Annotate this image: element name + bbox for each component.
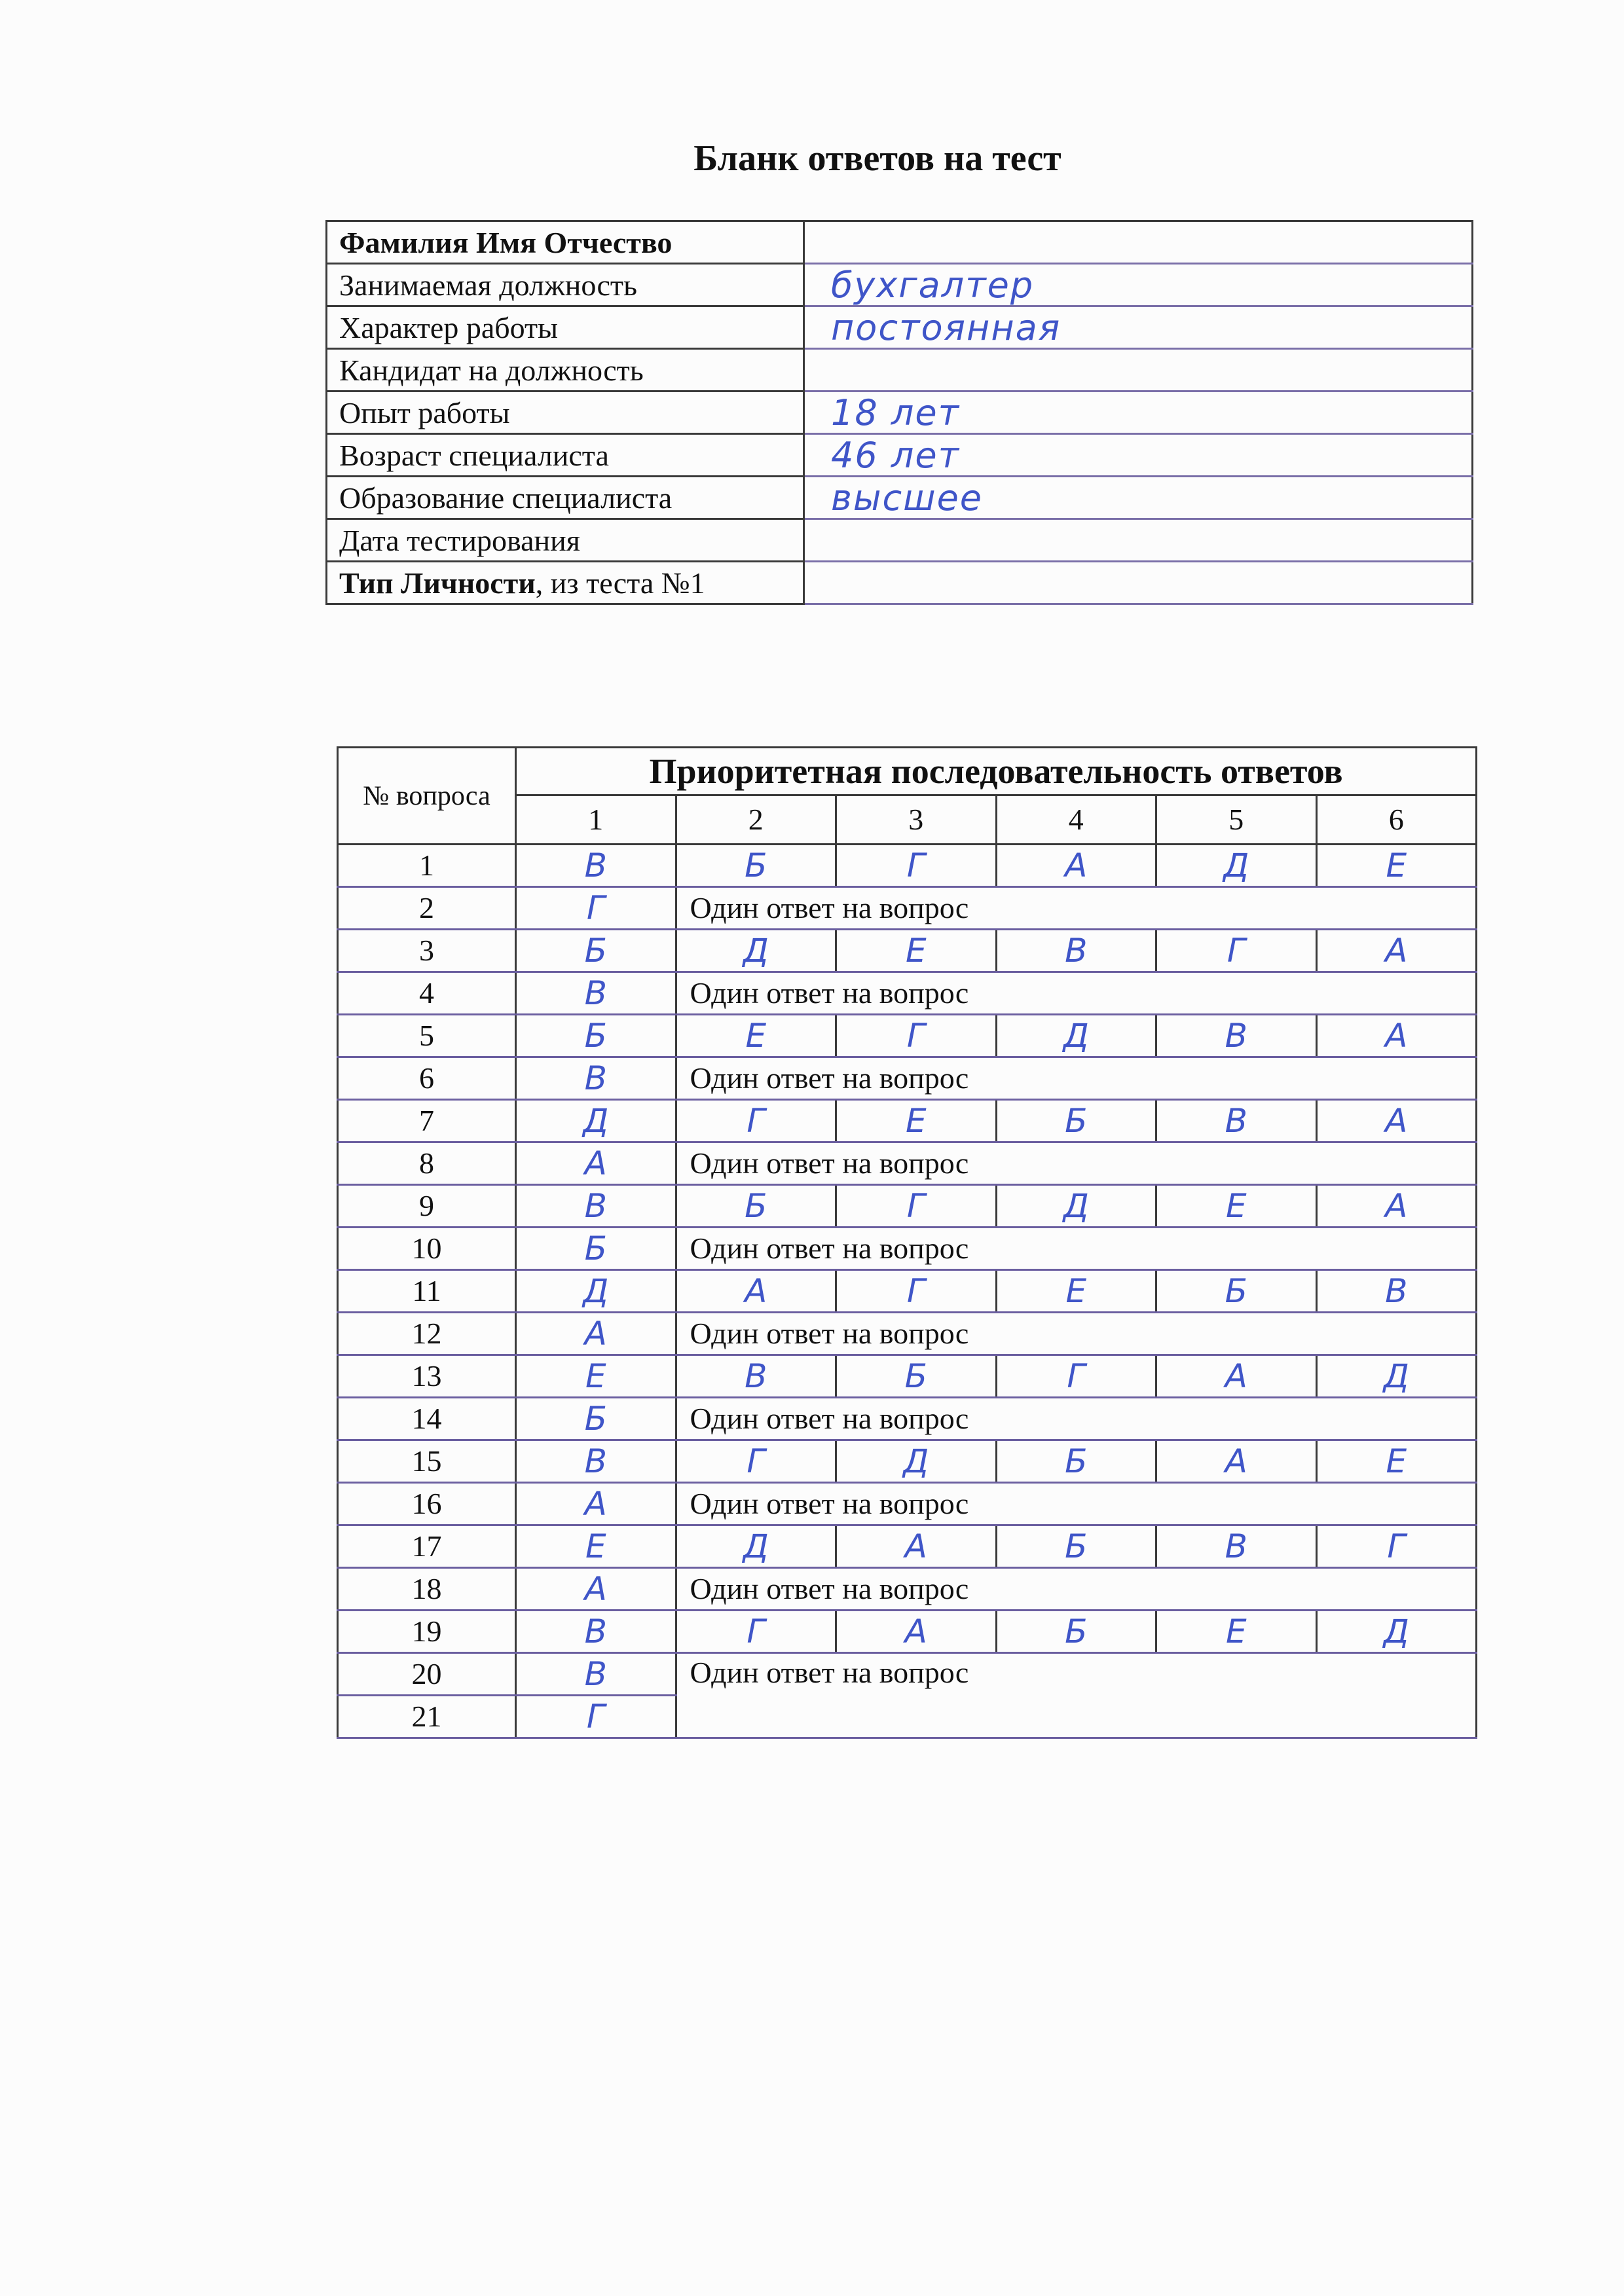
info-label: Образование специалиста bbox=[327, 477, 804, 519]
answer-row bbox=[338, 1398, 1477, 1440]
question-number: 17 bbox=[338, 1525, 516, 1568]
info-label: Опыт работы bbox=[327, 392, 804, 434]
single-answer-note: Один ответ на вопрос bbox=[676, 1483, 1477, 1525]
single-answer-note bbox=[676, 1653, 1477, 1738]
answer-cell[interactable]: А bbox=[1316, 1100, 1477, 1142]
answer-cell[interactable]: Г bbox=[1316, 1525, 1477, 1568]
answer-cell[interactable]: Е bbox=[1316, 845, 1477, 887]
column-header: 5 bbox=[1156, 795, 1317, 845]
info-value[interactable] bbox=[804, 519, 1473, 562]
answer-cell[interactable]: Е bbox=[676, 1015, 836, 1057]
answer-cell[interactable]: А bbox=[836, 1611, 997, 1653]
answer-cell[interactable]: В bbox=[516, 972, 676, 1015]
answer-cell[interactable]: А bbox=[1316, 1185, 1477, 1228]
answer-row bbox=[338, 1653, 1477, 1696]
answer-cell[interactable]: Г bbox=[1156, 930, 1317, 972]
answer-row bbox=[338, 1185, 1477, 1228]
answer-cell[interactable]: Б bbox=[676, 845, 836, 887]
info-value[interactable] bbox=[804, 221, 1473, 264]
answer-cell[interactable]: Б bbox=[516, 1398, 676, 1440]
answer-row bbox=[338, 1057, 1477, 1100]
answer-cell[interactable]: А bbox=[516, 1142, 676, 1185]
info-label: Занимаемая должность bbox=[327, 264, 804, 306]
question-number: 4 bbox=[338, 972, 516, 1015]
answer-cell[interactable]: А bbox=[1156, 1355, 1317, 1398]
answer-cell[interactable]: Д bbox=[1156, 845, 1317, 887]
answer-cell[interactable]: Д bbox=[516, 1100, 676, 1142]
info-label-bold: Тип Личности bbox=[339, 566, 536, 600]
answer-row bbox=[338, 1440, 1477, 1483]
answer-row bbox=[338, 887, 1477, 930]
answer-cell[interactable]: Д bbox=[676, 930, 836, 972]
info-label: Возраст специалиста bbox=[327, 434, 804, 477]
answer-cell[interactable]: В bbox=[516, 1611, 676, 1653]
info-label: Кандидат на должность bbox=[327, 349, 804, 392]
answer-cell[interactable]: Г bbox=[516, 1696, 676, 1738]
answer-cell[interactable]: А bbox=[996, 845, 1156, 887]
question-number: 5 bbox=[338, 1015, 516, 1057]
question-number: 10 bbox=[338, 1228, 516, 1270]
info-value[interactable] bbox=[804, 349, 1473, 392]
info-value[interactable]: 18 лет bbox=[804, 392, 1473, 434]
answer-cell[interactable]: Д bbox=[516, 1270, 676, 1313]
info-row bbox=[327, 519, 1473, 562]
single-answer-note: Один ответ на вопрос bbox=[676, 1398, 1477, 1440]
answer-cell[interactable]: Д bbox=[836, 1440, 997, 1483]
answer-cell[interactable]: Б bbox=[836, 1355, 997, 1398]
answer-cell[interactable]: Е bbox=[1156, 1611, 1317, 1653]
question-number: 7 bbox=[338, 1100, 516, 1142]
answer-cell[interactable]: Б bbox=[996, 1525, 1156, 1568]
single-answer-note: Один ответ на вопрос bbox=[676, 972, 1477, 1015]
answer-cell[interactable]: Б bbox=[676, 1185, 836, 1228]
answer-row bbox=[338, 1568, 1477, 1611]
answer-cell[interactable]: Г bbox=[836, 845, 997, 887]
question-number: 6 bbox=[338, 1057, 516, 1100]
question-number-header: № вопроса bbox=[338, 748, 516, 845]
question-number: 21 bbox=[338, 1696, 516, 1738]
info-row bbox=[327, 562, 1473, 604]
info-row bbox=[327, 264, 1473, 306]
question-number: 3 bbox=[338, 930, 516, 972]
answer-cell[interactable]: В bbox=[676, 1355, 836, 1398]
answer-cell[interactable]: В bbox=[1156, 1015, 1317, 1057]
single-answer-note: Один ответ на вопрос bbox=[676, 1057, 1477, 1100]
info-value[interactable]: бухгалтер bbox=[804, 264, 1473, 306]
question-number: 2 bbox=[338, 887, 516, 930]
question-number: 13 bbox=[338, 1355, 516, 1398]
info-row bbox=[327, 477, 1473, 519]
answers-table bbox=[337, 746, 1477, 1739]
info-value[interactable] bbox=[804, 562, 1473, 604]
answer-cell[interactable]: А bbox=[516, 1568, 676, 1611]
answer-cell[interactable]: Г bbox=[676, 1100, 836, 1142]
answer-cell[interactable]: В bbox=[516, 1185, 676, 1228]
answer-cell[interactable]: Б bbox=[996, 1440, 1156, 1483]
answer-cell[interactable]: А bbox=[1316, 1015, 1477, 1057]
question-number: 1 bbox=[338, 845, 516, 887]
info-row bbox=[327, 434, 1473, 477]
answer-cell[interactable]: А bbox=[1316, 930, 1477, 972]
answer-cell[interactable]: Е bbox=[1316, 1440, 1477, 1483]
answer-cell[interactable]: В bbox=[1156, 1525, 1317, 1568]
answer-cell[interactable]: Б bbox=[996, 1611, 1156, 1653]
answer-row bbox=[338, 845, 1477, 887]
single-answer-note: Один ответ на вопрос bbox=[676, 1142, 1477, 1185]
answer-cell[interactable]: Е bbox=[516, 1525, 676, 1568]
single-answer-note: Один ответ на вопрос bbox=[676, 1313, 1477, 1355]
answer-row bbox=[338, 1100, 1477, 1142]
answer-cell[interactable]: Г bbox=[836, 1185, 997, 1228]
answer-cell[interactable]: Д bbox=[1316, 1611, 1477, 1653]
answer-cell[interactable]: Д bbox=[996, 1185, 1156, 1228]
answer-row bbox=[338, 1313, 1477, 1355]
single-answer-text: Один ответ на вопрос bbox=[690, 1656, 969, 1689]
info-row bbox=[327, 221, 1473, 264]
answer-cell[interactable]: В bbox=[516, 1057, 676, 1100]
info-value[interactable]: 46 лет bbox=[804, 434, 1473, 477]
answer-row bbox=[338, 1228, 1477, 1270]
answer-cell[interactable]: Д bbox=[1316, 1355, 1477, 1398]
answer-cell[interactable]: Г bbox=[676, 1611, 836, 1653]
answer-cell[interactable]: А bbox=[516, 1313, 676, 1355]
answer-cell[interactable]: Е bbox=[1156, 1185, 1317, 1228]
answers-header-title: Приоритетная последовательность ответов bbox=[516, 748, 1477, 795]
answer-row bbox=[338, 1355, 1477, 1398]
answer-cell[interactable]: Г bbox=[996, 1355, 1156, 1398]
answer-cell[interactable]: А bbox=[516, 1483, 676, 1525]
answer-row bbox=[338, 1525, 1477, 1568]
answer-row bbox=[338, 1483, 1477, 1525]
answer-cell[interactable]: Е bbox=[996, 1270, 1156, 1313]
answer-cell[interactable]: В bbox=[516, 1653, 676, 1696]
answer-cell[interactable]: Б bbox=[516, 1015, 676, 1057]
answer-cell[interactable]: А bbox=[836, 1525, 997, 1568]
column-header: 3 bbox=[836, 795, 997, 845]
answer-row bbox=[338, 930, 1477, 972]
info-row bbox=[327, 392, 1473, 434]
info-label bbox=[327, 562, 804, 604]
answer-row bbox=[338, 1270, 1477, 1313]
answer-cell[interactable]: Б bbox=[996, 1100, 1156, 1142]
question-number: 9 bbox=[338, 1185, 516, 1228]
question-number: 11 bbox=[338, 1270, 516, 1313]
single-answer-note: Один ответ на вопрос bbox=[676, 1228, 1477, 1270]
question-number: 19 bbox=[338, 1611, 516, 1653]
column-header: 4 bbox=[996, 795, 1156, 845]
answer-cell[interactable]: Г bbox=[836, 1270, 997, 1313]
answer-cell[interactable]: Д bbox=[996, 1015, 1156, 1057]
question-number: 16 bbox=[338, 1483, 516, 1525]
personal-info-table bbox=[325, 220, 1473, 605]
answer-cell[interactable]: Е bbox=[516, 1355, 676, 1398]
answer-cell[interactable]: В bbox=[1156, 1100, 1317, 1142]
answer-cell[interactable]: В bbox=[996, 930, 1156, 972]
info-label: Фамилия Имя Отчество bbox=[327, 221, 804, 264]
info-value[interactable]: постоянная bbox=[804, 306, 1473, 349]
answer-cell[interactable]: Б bbox=[1156, 1270, 1317, 1313]
answer-cell[interactable]: Б bbox=[516, 930, 676, 972]
form-title: Бланк ответов на тест bbox=[693, 138, 1061, 179]
answer-cell[interactable]: Е bbox=[836, 930, 997, 972]
answer-cell[interactable]: Г bbox=[676, 1440, 836, 1483]
answer-cell[interactable]: Г bbox=[516, 887, 676, 930]
answer-row bbox=[338, 972, 1477, 1015]
answer-row bbox=[338, 1611, 1477, 1653]
column-header: 1 bbox=[516, 795, 676, 845]
answer-row bbox=[338, 1142, 1477, 1185]
answer-cell[interactable]: Д bbox=[676, 1525, 836, 1568]
info-row bbox=[327, 306, 1473, 349]
answer-cell[interactable]: В bbox=[1316, 1270, 1477, 1313]
answer-cell[interactable]: Б bbox=[516, 1228, 676, 1270]
info-label: Дата тестирования bbox=[327, 519, 804, 562]
question-number: 18 bbox=[338, 1568, 516, 1611]
single-answer-note: Один ответ на вопрос bbox=[676, 887, 1477, 930]
question-number: 8 bbox=[338, 1142, 516, 1185]
answer-cell[interactable]: В bbox=[516, 1440, 676, 1483]
answer-row bbox=[338, 1015, 1477, 1057]
answer-cell[interactable]: А bbox=[676, 1270, 836, 1313]
single-answer-note: Один ответ на вопрос bbox=[676, 1568, 1477, 1611]
info-value[interactable]: высшее bbox=[804, 477, 1473, 519]
answer-cell[interactable]: В bbox=[516, 845, 676, 887]
question-number: 14 bbox=[338, 1398, 516, 1440]
question-number: 20 bbox=[338, 1653, 516, 1696]
answer-cell[interactable]: Г bbox=[836, 1015, 997, 1057]
info-label: Характер работы bbox=[327, 306, 804, 349]
column-header: 2 bbox=[676, 795, 836, 845]
answer-cell[interactable]: Е bbox=[836, 1100, 997, 1142]
answer-cell[interactable]: А bbox=[1156, 1440, 1317, 1483]
question-number: 12 bbox=[338, 1313, 516, 1355]
question-number: 15 bbox=[338, 1440, 516, 1483]
info-row bbox=[327, 349, 1473, 392]
info-label-rest: , из теста №1 bbox=[535, 566, 705, 600]
column-header: 6 bbox=[1316, 795, 1477, 845]
